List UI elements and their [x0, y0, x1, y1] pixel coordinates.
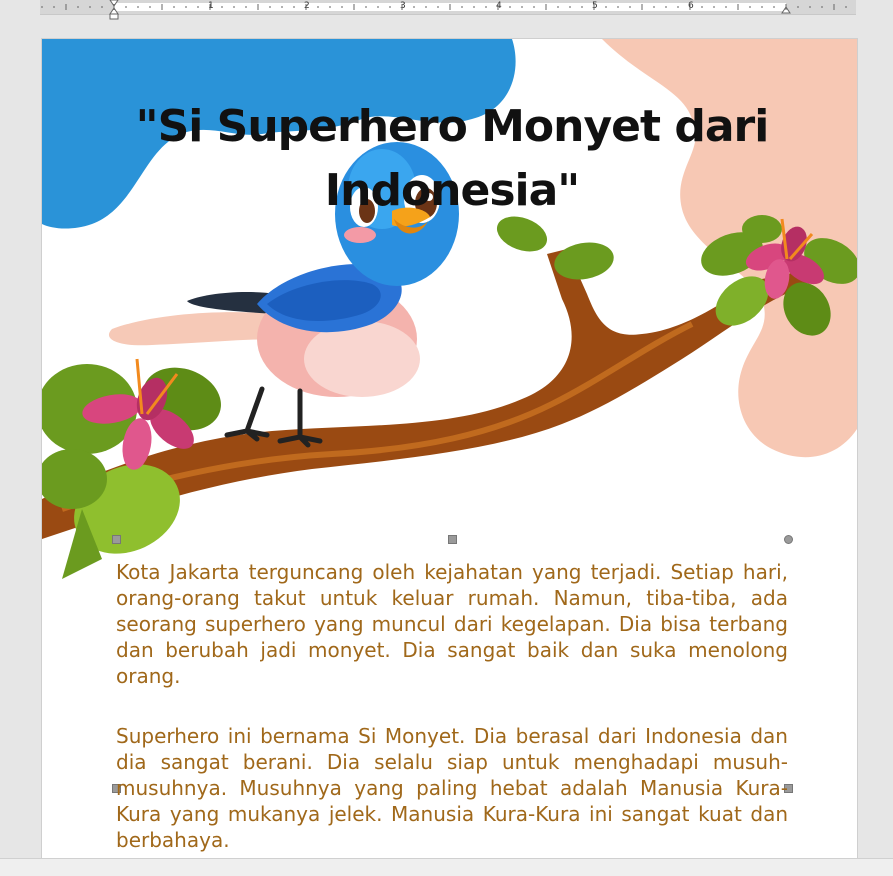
story-paragraph-2[interactable]: Superhero ini bernama Si Monyet. Dia berasal dari Indonesia dan dia sangat berani. Dia selalu siap untuk menghadapi musuh-musuhnya. Musuhnya yang paling hebat adalah Manusia Kura-Kura yang mukanya jelek. Manusia Kura-Kura ini sangat kuat dan berbahaya.	[116, 724, 788, 852]
story-paragraph-1[interactable]: Kota Jakarta terguncang oleh kejahatan yang terjadi. Setiap hari, orang-orang takut untuk keluar rumah. Namun, tiba-tiba, ada seorang superhero yang muncul dari kegelapan. Dia bisa terbang dan berubah jadi monyet. Dia sangat baik dan suka menolong orang.	[116, 560, 788, 688]
ruler-number-4: 4	[496, 1, 502, 11]
ruler-number-3: 3	[400, 1, 406, 11]
ruler-number-2: 2	[304, 1, 310, 11]
ruler-number-6: 6	[688, 1, 694, 11]
story-title[interactable]: "Si Superhero Monyet dari Indonesia"	[135, 101, 769, 216]
ruler-number-1: 1	[208, 1, 214, 11]
textbox-handle-top-center[interactable]	[448, 535, 457, 544]
document-page[interactable]	[41, 38, 858, 870]
right-indent-marker-icon[interactable]	[781, 6, 791, 14]
textbox-handle-top-right[interactable]	[784, 535, 793, 544]
horizontal-ruler[interactable]	[40, 0, 856, 15]
ruler-track	[114, 3, 786, 11]
left-indent-marker-icon[interactable]	[109, 0, 119, 20]
status-area	[0, 858, 893, 876]
ruler-number-5: 5	[592, 1, 598, 11]
textbox-handle-top-left[interactable]	[112, 535, 121, 544]
story-text-box[interactable]	[116, 559, 788, 853]
